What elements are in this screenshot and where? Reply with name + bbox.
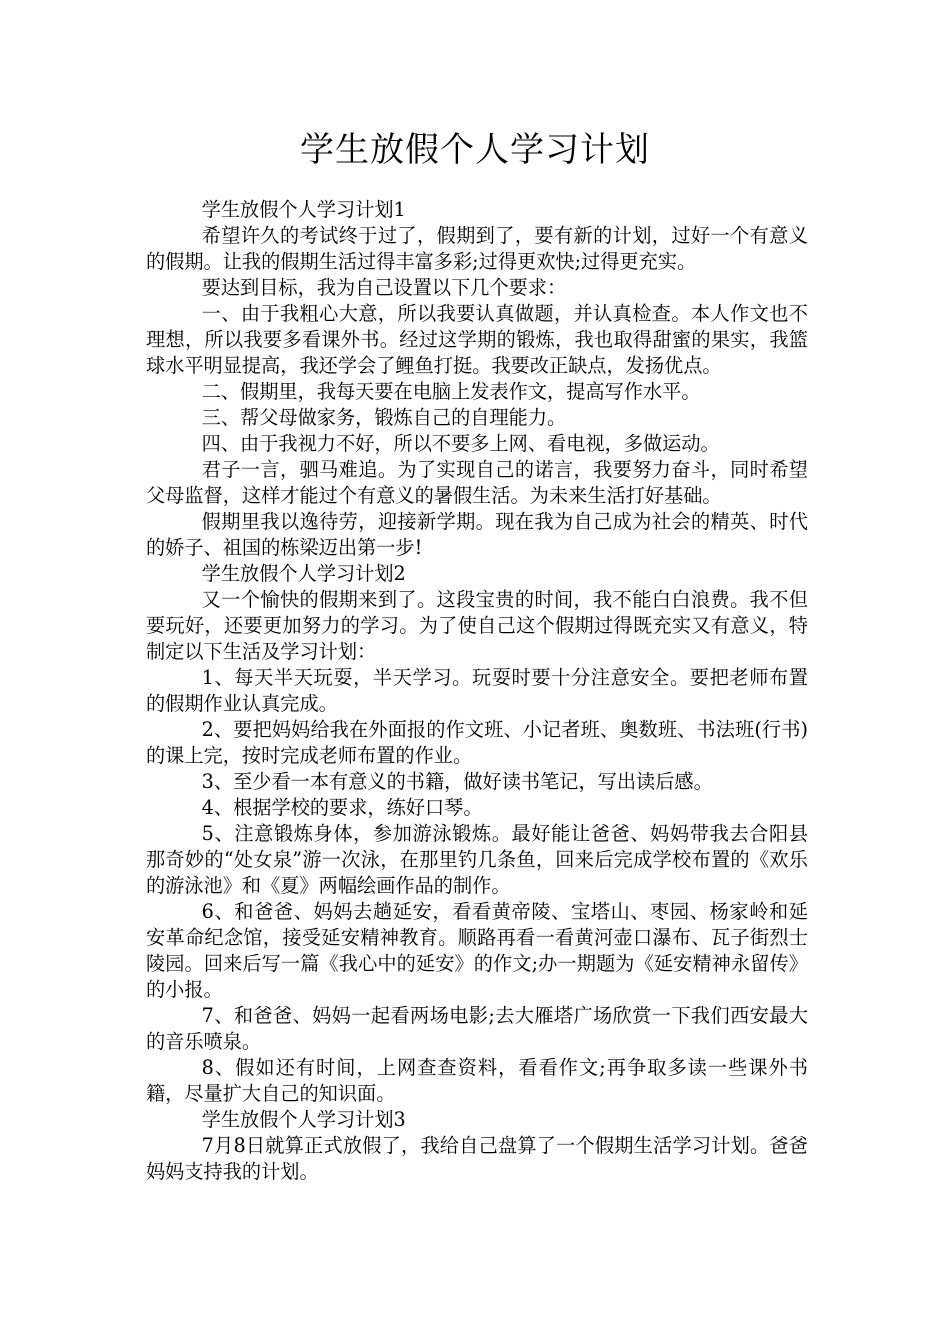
list-item: 4、根据学校的要求，练好口琴。 <box>201 796 483 819</box>
list-item: 8、假如还有时间，上网查查资料，看看作文;再争取多读一些课外书籍，尽量扩大自己的知识面。 <box>146 1056 808 1105</box>
document-body <box>146 197 808 1185</box>
paragraph: 一、由于我粗心大意，所以我要认真做题，并认真检查。本人作文也不理想，所以我要多看课外书。经过这学期的锻炼，我也取得甜蜜的果实，我篮球水平明显提高，我还学会了鲤鱼打挺。我要改正缺点，发扬优点。 <box>146 302 808 377</box>
list-item: 3、至少看一本有意义的书籍，做好读书笔记，写出读后感。 <box>201 770 713 793</box>
paragraph: 三、帮父母做家务，锻炼自己的自理能力。 <box>201 406 567 429</box>
paragraph: 7月8日就算正式放假了，我给自己盘算了一个假期生活学习计划。爸爸妈妈支持我的计划。 <box>146 1134 808 1183</box>
list-item: 5、注意锻炼身体，参加游泳锻炼。最好能让爸爸、妈妈带我去合阳县那奇妙的“处女泉”游一次泳，在那里钓几条鱼，回来后完成学校布置的《欢乐的游泳池》和《夏》两幅绘画作品的制作。 <box>146 822 808 897</box>
list-item: 7、和爸爸、妈妈一起看两场电影;去大雁塔广场欣赏一下我们西安最大的音乐喷泉。 <box>146 1004 808 1053</box>
section-heading-1: 学生放假个人学习计划1 <box>201 198 406 221</box>
section-heading-2: 学生放假个人学习计划2 <box>201 562 406 585</box>
section-heading-3: 学生放假个人学习计划3 <box>201 1108 406 1131</box>
paragraph: 希望许久的考试终于过了，假期到了，要有新的计划，过好一个有意义的假期。让我的假期生活过得丰富多彩;过得更欢快;过得更充实。 <box>146 224 808 273</box>
paragraph: 假期里我以逸待劳，迎接新学期。现在我为自己成为社会的精英、时代的娇子、祖国的栋梁迈出第一步! <box>146 510 808 559</box>
paragraph: 二、假期里，我每天要在电脑上发表作文，提高写作水平。 <box>201 380 701 403</box>
list-item: 6、和爸爸、妈妈去趟延安，看看黄帝陵、宝塔山、枣园、杨家岭和延安革命纪念馆，接受延安精神教育。顺路再看一看黄河壶口瀑布、瓦子街烈士陵园。回来后写一篇《我心中的延安》的作文;办一期题为《延安精神永留传》的小报。 <box>146 900 808 1001</box>
list-item: 2、要把妈妈给我在外面报的作文班、小记者班、奥数班、书法班(行书)的课上完，按时完成老师布置的作业。 <box>146 718 808 767</box>
paragraph: 四、由于我视力不好，所以不要多上网、看电视，多做运动。 <box>201 432 720 455</box>
paragraph: 要达到目标，我为自己设置以下几个要求： <box>201 276 567 299</box>
paragraph: 又一个愉快的假期来到了。这段宝贵的时间，我不能白白浪费。我不但要玩好，还要更加努力的学习。为了使自己这个假期过得既充实又有意义，特制定以下生活及学习计划： <box>146 588 808 663</box>
paragraph: 君子一言，驷马难追。为了实现自己的诺言，我要努力奋斗，同时希望父母监督，这样才能过个有意义的暑假生活。为未来生活打好基础。 <box>146 458 808 507</box>
list-item: 1、每天半天玩耍，半天学习。玩耍时要十分注意安全。要把老师布置的假期作业认真完成。 <box>146 666 808 715</box>
document-title: 学生放假个人学习计划 <box>300 130 650 170</box>
